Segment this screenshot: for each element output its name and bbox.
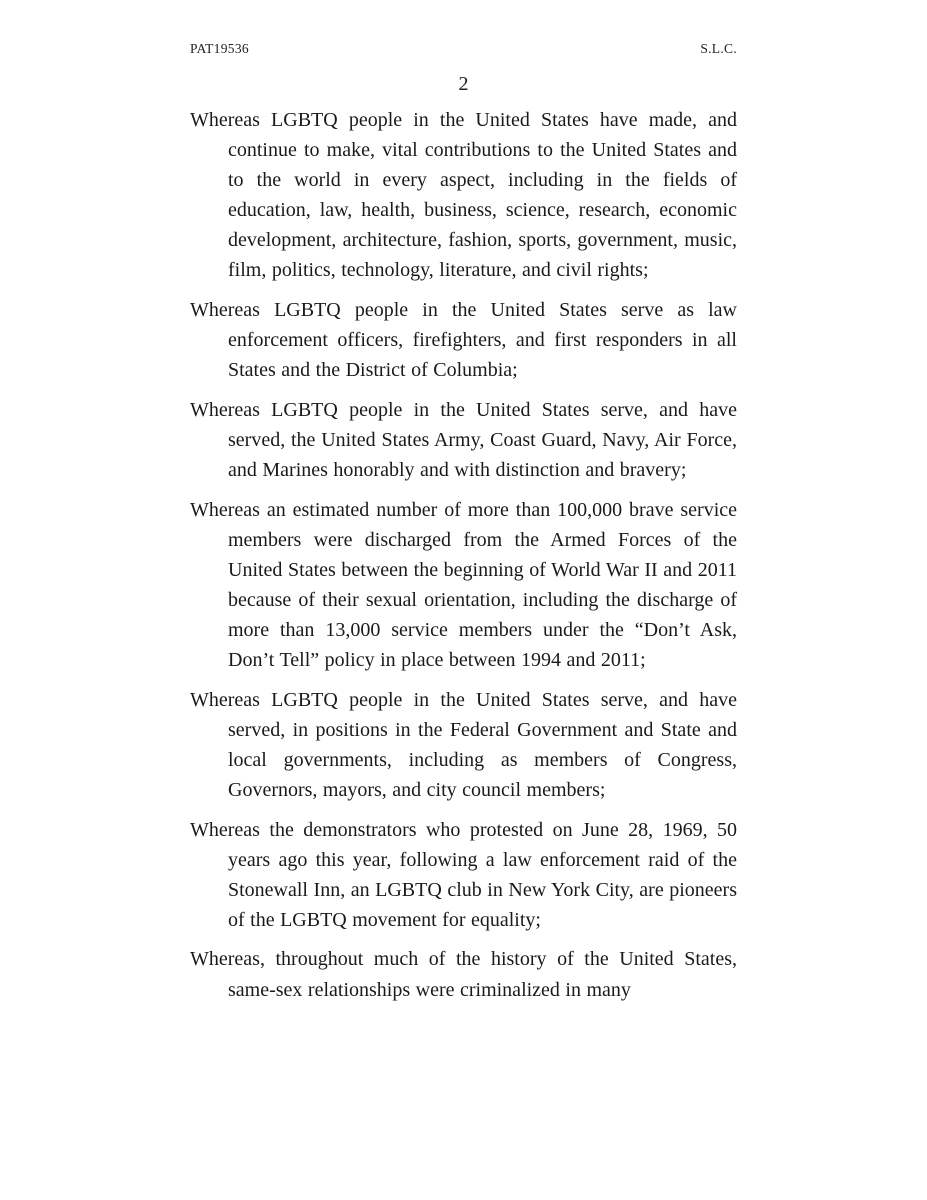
whereas-clause-government-service: Whereas LGBTQ people in the United States serve, and have served, in positions in the Federal Government and State and local governments, including as members of Congress, Governors, mayors, and city council members; [190, 688, 737, 801]
whereas-clause-first-responders: Whereas LGBTQ people in the United States serve as law enforcement officers, firefighters, and first responders in all States and the District of Columbia; [190, 299, 737, 382]
page-number: 2 [458, 73, 469, 95]
whereas-clause-contributions: Whereas LGBTQ people in the United States have made, and continue to make, vital contributions to the United States and to the world in every aspect, including in the fields of education, law, health, business, science, research, economic development, architecture, fashion, sports, government, music, film, politics, technology, literature, and civil rights; [190, 109, 737, 282]
whereas-clause-criminalization: Whereas, throughout much of the history of the United States, same-sex relationships were criminalized in many [190, 948, 737, 1001]
whereas-clause-discharges: Whereas an estimated number of more than 100,000 brave service members were discharged from the Armed Forces of the United States between the beginning of World War II and 2011 because of their sexual orientation, including the discharge of more than 13,000 service members under the “Don’t Ask, Don’t Tell” policy in place between 1994 and 2011; [190, 498, 737, 672]
whereas-clause-stonewall: Whereas the demonstrators who protested on June 28, 1969, 50 years ago this year, following a law enforcement raid of the Stonewall Inn, an LGBTQ club in New York City, are pioneers of the LGBTQ movement for equality; [190, 818, 737, 931]
whereas-clause-military-service: Whereas LGBTQ people in the United States serve, and have served, the United States Army, Coast Guard, Navy, Air Force, and Marines honorably and with distinction and bravery; [190, 398, 737, 482]
document-id: PAT19536 [190, 41, 249, 56]
document-code: S.L.C. [700, 41, 737, 56]
resolution-body [190, 105, 737, 1014]
